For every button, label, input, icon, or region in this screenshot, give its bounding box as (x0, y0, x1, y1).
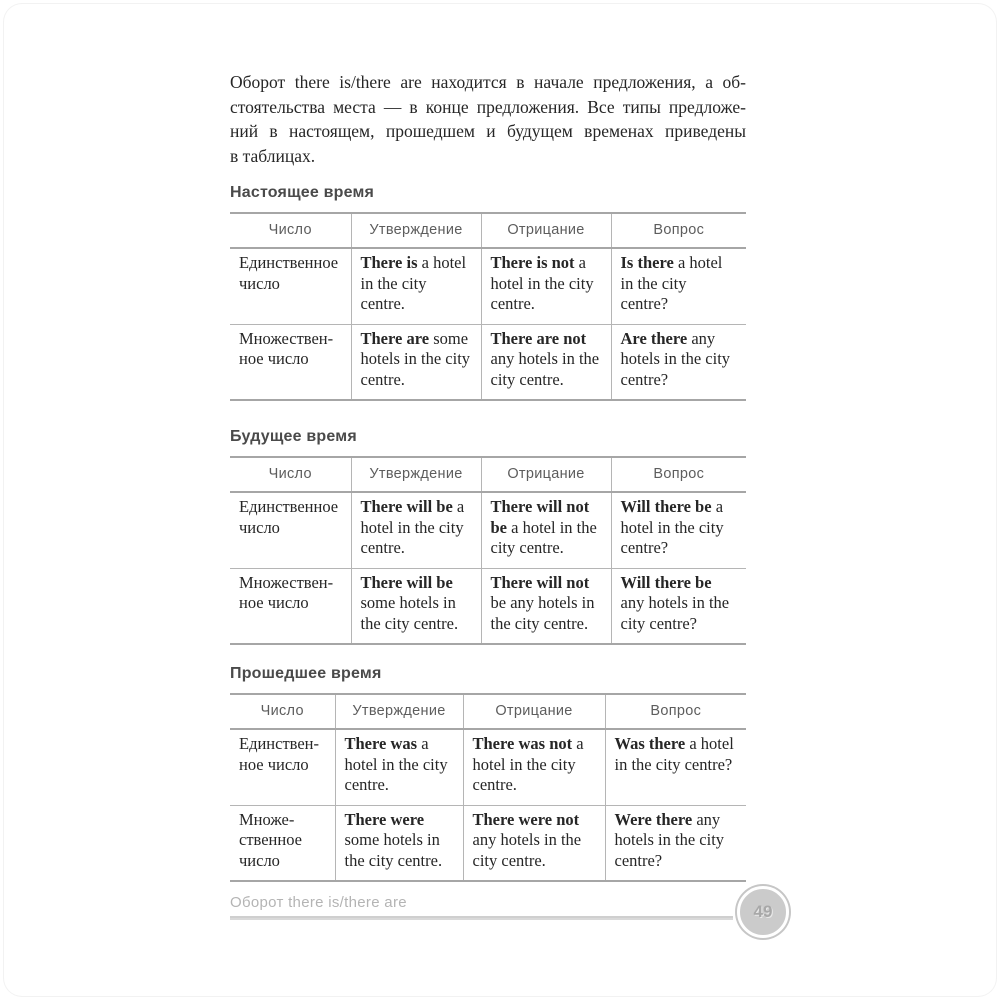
cell-number (230, 805, 335, 881)
cell-text-bold: There was not (472, 734, 573, 753)
cell-text: any hotels in the city centre? (614, 809, 725, 870)
running-title: Оборот there is/there are (230, 894, 407, 911)
cell-text-bold: There are not (490, 328, 587, 348)
cell-text-bold: There will be (360, 497, 453, 516)
cell-affirmation (351, 492, 481, 568)
table-row-singular (230, 729, 746, 805)
cell-text: any hotels in the city centre? (620, 593, 730, 633)
intro-paragraph (230, 70, 746, 168)
cell-question (605, 729, 746, 805)
cell-text: Единствен- (239, 734, 320, 753)
cell-text: Единственное (239, 253, 339, 272)
cell-negation (481, 324, 611, 400)
cell-text-bold: There will be (360, 572, 453, 592)
cell-text: ное число (239, 349, 309, 368)
cell-text-bold: There will not be (490, 497, 590, 537)
cell-text-bold: There will not (490, 572, 590, 592)
column-header-number: Число (230, 213, 351, 248)
cell-negation (481, 568, 611, 644)
header-row (230, 213, 746, 248)
table-row-singular (230, 492, 746, 568)
cell-affirmation (335, 805, 463, 881)
section-present-tense (230, 184, 746, 401)
section-past-tense (230, 665, 746, 882)
section-title-past: Прошедшее время (230, 665, 382, 682)
column-header-affirmation: Утверждение (335, 694, 463, 729)
column-header-negation: Отрицание (481, 213, 611, 248)
cell-text-bold: There is not (490, 253, 575, 272)
section-future-tense (230, 428, 746, 645)
cell-negation (463, 805, 605, 881)
section-title-present: Настоящее время (230, 184, 375, 201)
section-title-future: Будущее время (230, 428, 357, 445)
cell-text: Множествен- (239, 572, 334, 592)
cell-number (230, 248, 351, 324)
cell-question (611, 324, 746, 400)
footer-divider (230, 916, 733, 920)
cell-text-bold: Are there (620, 328, 688, 348)
cell-text: число (239, 850, 280, 870)
column-header-negation: Отрицание (481, 457, 611, 492)
grammar-table-present (230, 212, 746, 401)
cell-question (611, 248, 746, 324)
header-row (230, 457, 746, 492)
cell-text: a hotel in the city centre. (360, 497, 465, 557)
intro-line: Оборот there is/there are находится в начале предложения, а об- (230, 72, 746, 92)
column-header-question: Вопрос (605, 694, 746, 729)
cell-number (230, 324, 351, 400)
table-row-singular (230, 248, 746, 324)
column-header-number: Число (230, 694, 335, 729)
cell-question (611, 492, 746, 568)
cell-text: a hotel in the city centre? (620, 253, 723, 313)
table-row-plural (230, 324, 746, 400)
cell-text: a hotel in the city centre. (490, 253, 594, 313)
cell-text: some hotels in the city centre. (344, 830, 443, 870)
page-footer (230, 894, 800, 920)
cell-text: ное число (239, 754, 309, 774)
cell-text-bold: There are (360, 328, 430, 348)
cell-text: some hotels in the city centre. (360, 593, 459, 633)
cell-negation (463, 729, 605, 805)
cell-question (605, 805, 746, 881)
cell-number (230, 492, 351, 568)
grammar-table-future (230, 456, 746, 645)
cell-text: a hotel in the city centre? (614, 734, 734, 774)
cell-affirmation (351, 568, 481, 644)
cell-text-bold: Was there (614, 734, 686, 753)
column-header-question: Вопрос (611, 213, 746, 248)
cell-text-bold: Will there be (620, 572, 712, 592)
cell-text: be any hotels in the city centre. (490, 593, 595, 633)
cell-text: a hotel in the city centre. (360, 253, 467, 313)
intro-line: ний в настоящем, прошедшем и будущем временах приведены (230, 121, 746, 141)
column-header-number: Число (230, 457, 351, 492)
column-header-affirmation: Утверждение (351, 457, 481, 492)
cell-text-bold: There were not (472, 809, 580, 829)
cell-text: any hotels in the city centre. (490, 349, 600, 389)
cell-number (230, 729, 335, 805)
cell-text: a hotel in the city centre. (490, 517, 597, 557)
cell-text-bold: Will there be (620, 497, 712, 516)
cell-text: any hotels in the city centre. (472, 830, 582, 870)
cell-text: a hotel in the city centre. (472, 734, 584, 794)
intro-line: стоятельства места — в конце предложения. Все типы предложе- (230, 96, 746, 117)
cell-text-bold: Is there (620, 253, 674, 272)
intro-line: в таблицах. (230, 145, 316, 166)
table-row-plural (230, 568, 746, 644)
column-header-negation: Отрицание (463, 694, 605, 729)
cell-text-bold: There was (344, 734, 418, 753)
table-row-plural (230, 805, 746, 881)
cell-negation (481, 492, 611, 568)
cell-text: a hotel in the city centre. (344, 734, 448, 794)
cell-text: Множествен- (239, 328, 334, 348)
cell-question (611, 568, 746, 644)
cell-affirmation (351, 248, 481, 324)
column-header-question: Вопрос (611, 457, 746, 492)
cell-affirmation (335, 729, 463, 805)
cell-text-bold: There were (344, 809, 425, 829)
column-header-affirmation: Утверждение (351, 213, 481, 248)
cell-negation (481, 248, 611, 324)
cell-text: a hotel in the city centre? (620, 497, 724, 557)
cell-text: Единственное (239, 497, 339, 516)
header-row (230, 694, 746, 729)
grammar-table-past (230, 693, 746, 882)
page-number: 49 (753, 902, 773, 921)
cell-text: ственное (239, 830, 302, 849)
cell-text: any hotels in the city centre? (620, 328, 731, 389)
cell-text: some hotels in the city centre. (360, 328, 471, 389)
page-number-badge (737, 886, 789, 938)
cell-text-bold: Were there (614, 809, 693, 829)
cell-text: число (239, 517, 280, 537)
cell-text-bold: There is (360, 253, 418, 272)
cell-text: ное число (239, 593, 309, 612)
cell-number (230, 568, 351, 644)
cell-text: Множе- (239, 809, 295, 829)
cell-text: число (239, 273, 280, 293)
cell-affirmation (351, 324, 481, 400)
